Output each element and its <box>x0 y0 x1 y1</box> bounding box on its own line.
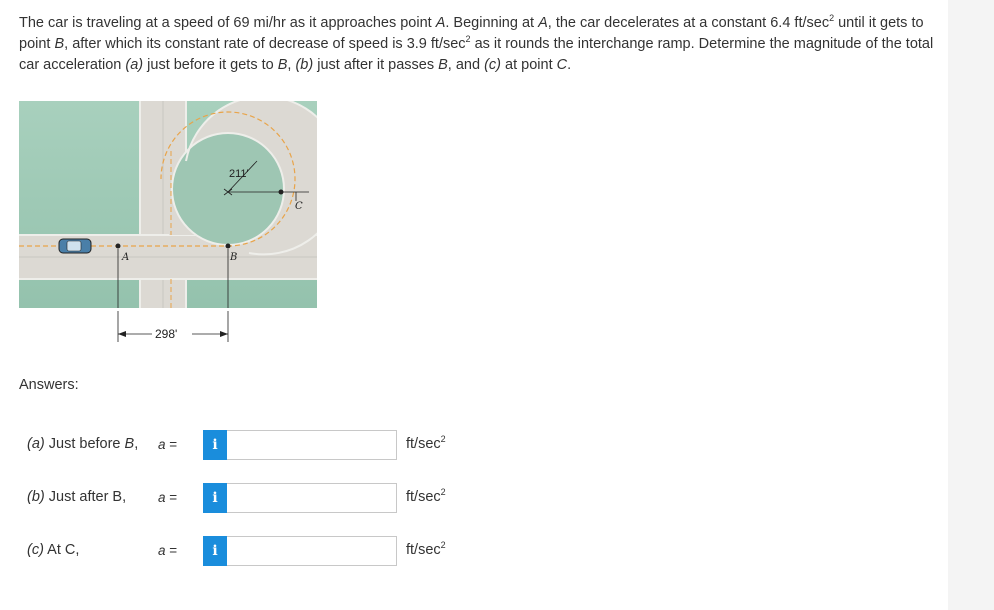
point-b-ref: B <box>277 57 288 73</box>
answer-label-text: Just after B, <box>44 489 127 505</box>
unit-label <box>406 489 446 505</box>
question-text-part: , <box>287 57 296 73</box>
distance-label: 298' <box>155 327 178 341</box>
info-icon[interactable]: i <box>203 430 227 460</box>
point-a-ref: A <box>538 15 548 31</box>
unit-base: ft/sec <box>406 489 441 505</box>
eq-sign: = <box>165 437 178 452</box>
label-c: C <box>295 201 303 212</box>
unit-label <box>406 542 446 558</box>
point-ref: B <box>124 436 135 452</box>
unit-sup: 2 <box>440 540 446 551</box>
page-margin <box>948 0 994 610</box>
part-label: (c) <box>27 542 44 558</box>
point-b-ref: B <box>438 57 448 73</box>
point-a-ref: A <box>435 15 446 31</box>
question-text-part: , after which its constant rate of decrease of speed is 3.9 ft/sec <box>64 36 466 52</box>
unit-sup: 2 <box>440 487 446 498</box>
eq-sign: = <box>165 543 178 558</box>
part-label: (a) <box>27 436 45 452</box>
question-text-part: just after it passes <box>313 57 439 73</box>
unit-sup: 2 <box>440 434 446 445</box>
point-a-marker <box>116 244 121 249</box>
superscript: 2 <box>465 34 471 45</box>
eq-var: a <box>158 490 166 505</box>
info-icon[interactable]: i <box>203 483 227 513</box>
answer-input-a[interactable] <box>227 430 397 460</box>
part-a-ref: (a) <box>125 57 144 73</box>
answer-label-text: Just before <box>44 436 125 452</box>
question-text-part: as it rounds the interchange ramp. Determine the magnitude of the total car acceleration <box>19 36 934 73</box>
car-icon <box>59 239 91 253</box>
eq-var: a <box>158 437 166 452</box>
unit-base: ft/sec <box>406 436 441 452</box>
answers-heading: Answers: <box>19 377 79 393</box>
answer-label-a <box>27 436 138 452</box>
answer-row-b <box>0 481 948 515</box>
eq-sign: = <box>165 490 178 505</box>
question-text-part: until it gets to point <box>19 15 924 52</box>
point-b-ref: B <box>54 36 65 52</box>
question-text-part: . <box>567 57 572 73</box>
radius-label: 211' <box>229 168 249 180</box>
part-label: (b) <box>27 489 45 505</box>
info-icon[interactable]: i <box>203 536 227 566</box>
answer-input-b[interactable] <box>227 483 397 513</box>
answer-label-c <box>27 542 79 558</box>
point-b-marker <box>226 244 231 249</box>
answer-row-c <box>0 534 948 568</box>
question-text-part: . Beginning at <box>445 15 539 31</box>
unit-base: ft/sec <box>406 542 441 558</box>
part-b-ref: (b) <box>295 57 314 73</box>
equation-label <box>158 490 177 505</box>
question-text-part: just before it gets to <box>143 57 278 73</box>
unit-label <box>406 436 446 452</box>
eq-var: a <box>158 543 166 558</box>
interchange-diagram <box>19 101 317 346</box>
question-text-part: at point <box>501 57 557 73</box>
point-c-ref: C <box>556 57 568 73</box>
answer-input-c[interactable] <box>227 536 397 566</box>
answer-row-a <box>0 428 948 462</box>
equation-label <box>158 543 177 558</box>
answer-label-suffix: , <box>134 436 139 452</box>
question-text-part: The car is traveling at a speed of 69 mi/hr as it approaches point <box>19 15 436 31</box>
superscript: 2 <box>829 13 835 24</box>
label-b: B <box>230 252 238 263</box>
answer-label-b <box>27 489 126 505</box>
question-text-part: , the car decelerates at a constant 6.4 ft/sec <box>547 15 830 31</box>
answer-label-text: At C, <box>43 542 80 558</box>
part-c-ref: (c) <box>484 57 501 73</box>
label-a: A <box>122 252 130 263</box>
equation-label <box>158 437 177 452</box>
question-text-part: , and <box>447 57 485 73</box>
question-text <box>19 13 939 76</box>
